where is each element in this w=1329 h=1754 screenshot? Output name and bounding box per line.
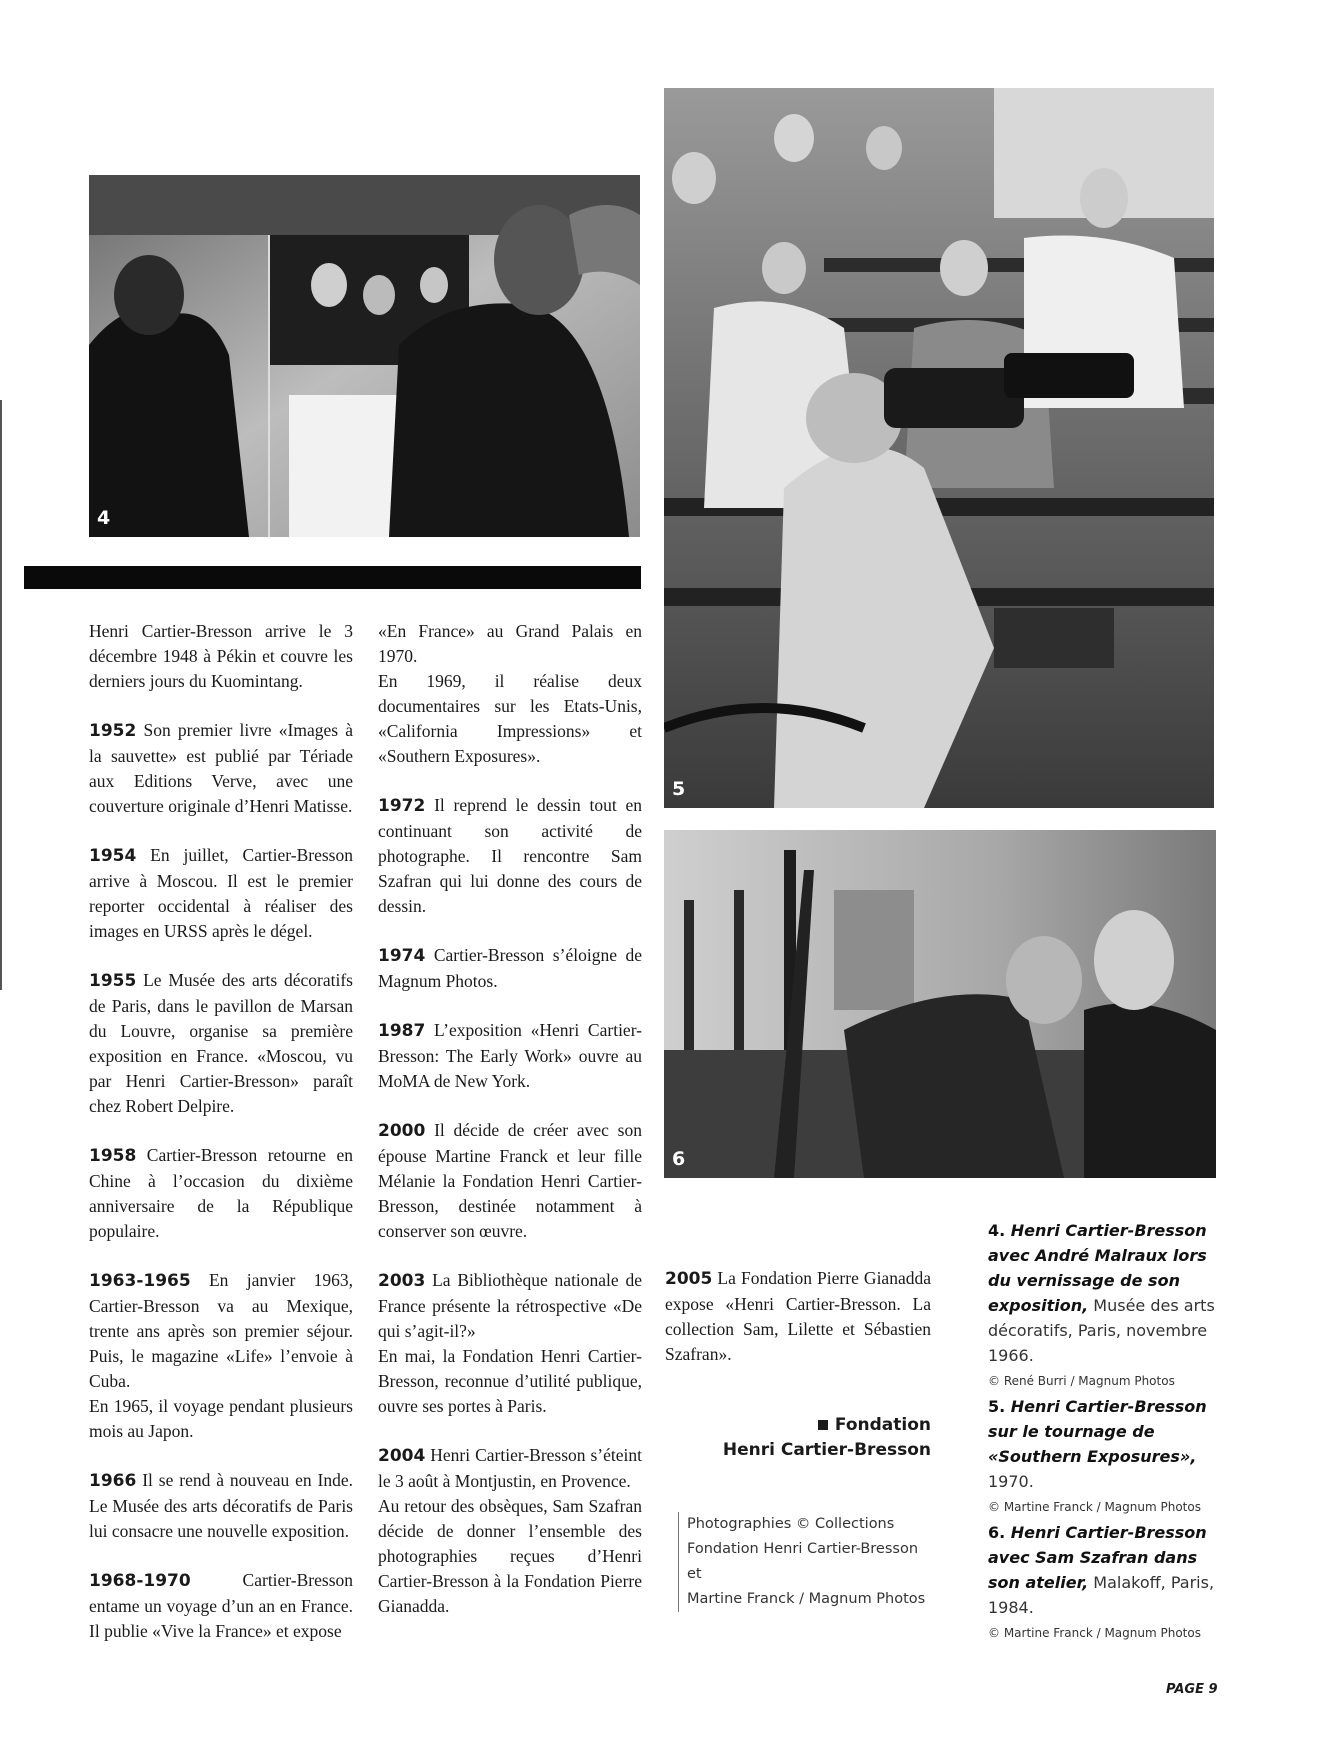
caption-detail: Malakoff, Paris, 1984. (988, 1573, 1215, 1617)
caption-text (988, 1520, 1218, 1620)
photo-number: 5 (672, 778, 686, 800)
caption-title: Henri Cartier-Bresson sur le tournage de «Southern Exposures», (988, 1397, 1207, 1466)
timeline-entry-2004 (378, 1443, 642, 1494)
caption-number: 4. (988, 1221, 1006, 1240)
entry-text: Le Musée des arts décoratifs de Paris, dans le pavillon de Marsan du Louvre, organise sa première exposition en France. «Moscou, vu par Henri Cartier-Bresson» paraît chez Robert Delpire. (89, 970, 353, 1116)
caption-credit: © Martine Franck / Magnum Photos (988, 1500, 1201, 1514)
photo-captions (988, 1218, 1218, 1646)
entry-text: La Bibliothèque nationale de France présente la rétrospective «De qui s’agit-il?» (378, 1270, 642, 1341)
timeline-entry-1965-note: En 1965, il voyage pendant plusieurs mois au Japon. (89, 1396, 353, 1441)
signature-line-1 (665, 1413, 931, 1438)
caption-title: Henri Cartier-Bresson avec André Malraux lors du vernissage de son exposition, (988, 1221, 1207, 1315)
left-margin-rule (0, 400, 2, 990)
caption-title: Henri Cartier-Bresson avec Sam Szafran dans son atelier, (988, 1523, 1207, 1592)
documentaries-paragraph: En 1969, il réalise deux documentaires sur les Etats-Unis, «California Impressions» et «Southern Exposures». (378, 671, 642, 766)
caption-number: 5. (988, 1397, 1006, 1416)
black-divider-bar (24, 566, 641, 589)
photo-6-atelier (664, 830, 1216, 1178)
continuation-paragraph: «En France» au Grand Palais en 1970. (378, 621, 642, 666)
photo-5-image (664, 88, 1214, 808)
credits-line-1: Photographies © Collections (687, 1516, 895, 1532)
entry-text: Cartier-Bresson s’éloigne de Magnum Photos. (378, 945, 642, 991)
signature-text-1: Fondation (834, 1415, 931, 1435)
photo-4-exhibition (89, 175, 640, 537)
entry-year: 1968-1970 (89, 1571, 191, 1591)
entry-text: Son premier livre «Images à la sauvette» est publié par Tériade aux Editions Verve, avec une couverture originale d’Henri Matisse. (89, 720, 353, 816)
timeline-entry-1955 (89, 968, 353, 1119)
caption-text (988, 1394, 1218, 1494)
timeline-entry-1954 (89, 843, 353, 944)
caption-credit: © Martine Franck / Magnum Photos (988, 1626, 1201, 1640)
timeline-entry-2003-note: En mai, la Fondation Henri Cartier-Bresson, reconnue d’utilité publique, ouvre ses portes à Paris. (378, 1346, 642, 1416)
timeline-entry-1972 (378, 793, 642, 919)
timeline-entry-1987 (378, 1018, 642, 1094)
entry-year: 1955 (89, 971, 137, 991)
caption-4 (988, 1218, 1218, 1394)
entry-year: 1952 (89, 721, 137, 741)
timeline-entry-2000 (378, 1118, 642, 1244)
photo-number: 6 (672, 1148, 686, 1170)
timeline-entry-1963-1965 (89, 1268, 353, 1394)
caption-text (988, 1218, 1218, 1368)
entry-year: 1987 (378, 1021, 426, 1041)
photo-number: 4 (97, 507, 111, 529)
photo-credits-block (678, 1512, 929, 1612)
entry-year: 2000 (378, 1121, 426, 1141)
timeline-entry-2004-note: Au retour des obsèques, Sam Szafran décide de donner l’ensemble des photographies reçues d’Henri Cartier-Bresson à la Fondation Pierre Gianadda. (378, 1496, 642, 1616)
entry-year: 2004 (378, 1446, 426, 1466)
entry-text: Il se rend à nouveau en Inde. Le Musée des arts décoratifs de Paris lui consacre une nouvelle exposition. (89, 1470, 353, 1541)
entry-text: Il reprend le dessin tout en continuant son activité de photographe. Il rencontre Sam Szafran qui lui donne des cours de dessin. (378, 795, 642, 916)
photo-4-image (89, 175, 640, 537)
timeline-entry-2005 (665, 1266, 931, 1367)
signature-line-2: Henri Cartier-Bresson (722, 1440, 931, 1460)
signature-block (665, 1413, 931, 1463)
text-column-3 (665, 1266, 931, 1391)
timeline-entry-2003 (378, 1268, 642, 1344)
timeline-entry-1966 (89, 1468, 353, 1544)
caption-detail: 1970. (988, 1472, 1034, 1491)
entry-year: 2005 (665, 1269, 713, 1289)
entry-text: La Fondation Pierre Gianadda expose «Henri Cartier-Bresson. La collection Sam, Lilette et Sébastien Szafran». (665, 1268, 931, 1364)
entry-text: En juillet, Cartier-Bresson arrive à Moscou. Il est le premier reporter occidental à réaliser des images en URSS après le dégel. (89, 845, 353, 941)
entry-year: 1954 (89, 846, 137, 866)
caption-credit: © René Burri / Magnum Photos (988, 1374, 1175, 1388)
credits-line-2: Fondation Henri Cartier-Bresson et (687, 1541, 919, 1582)
entry-text: L’exposition «Henri Cartier-Bresson: The Early Work» ouvre au MoMA de New York. (378, 1020, 642, 1091)
entry-text: Henri Cartier-Bresson s’éteint le 3 août à Montjustin, en Provence. (378, 1445, 642, 1491)
text-column-1 (89, 619, 353, 1668)
intro-paragraph: Henri Cartier-Bresson arrive le 3 décembre 1948 à Pékin et couvre les derniers jours du Kuomintang. (89, 621, 353, 691)
square-bullet-icon (818, 1420, 828, 1430)
caption-6 (988, 1520, 1218, 1646)
timeline-entry-1968-1970 (89, 1568, 353, 1644)
caption-detail: Musée des arts décoratifs, Paris, novembre 1966. (988, 1296, 1215, 1365)
entry-year: 1958 (89, 1146, 137, 1166)
entry-year: 1966 (89, 1471, 137, 1491)
entry-year: 1963-1965 (89, 1271, 191, 1291)
timeline-entry-1958 (89, 1143, 353, 1244)
text-column-2 (378, 619, 642, 1643)
entry-year: 2003 (378, 1271, 426, 1291)
timeline-entry-1952 (89, 718, 353, 819)
page-number: PAGE 9 (1166, 1682, 1218, 1697)
entry-year: 1974 (378, 946, 426, 966)
photo-6-image (664, 830, 1216, 1178)
caption-number: 6. (988, 1523, 1006, 1542)
entry-text: En janvier 1963, Cartier-Bresson va au Mexique, trente ans après son premier séjour. Puis, le magazine «Life» l’envoie à Cuba. (89, 1270, 353, 1391)
entry-text: Il décide de créer avec son épouse Martine Franck et leur fille Mélanie la Fondation Henri Cartier-Bresson, destinée notamment à conserver son œuvre. (378, 1120, 642, 1241)
caption-5 (988, 1394, 1218, 1520)
entry-text: Cartier-Bresson retourne en Chine à l’occasion du dixième anniversaire de la République populaire. (89, 1145, 353, 1241)
credits-line-3: Martine Franck / Magnum Photos (687, 1591, 926, 1607)
photo-5-filming (664, 88, 1214, 808)
timeline-entry-1974 (378, 943, 642, 994)
entry-text: Cartier-Bresson entame un voyage d’un an en France. Il publie «Vive la France» et expose (89, 1570, 353, 1641)
entry-year: 1972 (378, 796, 426, 816)
